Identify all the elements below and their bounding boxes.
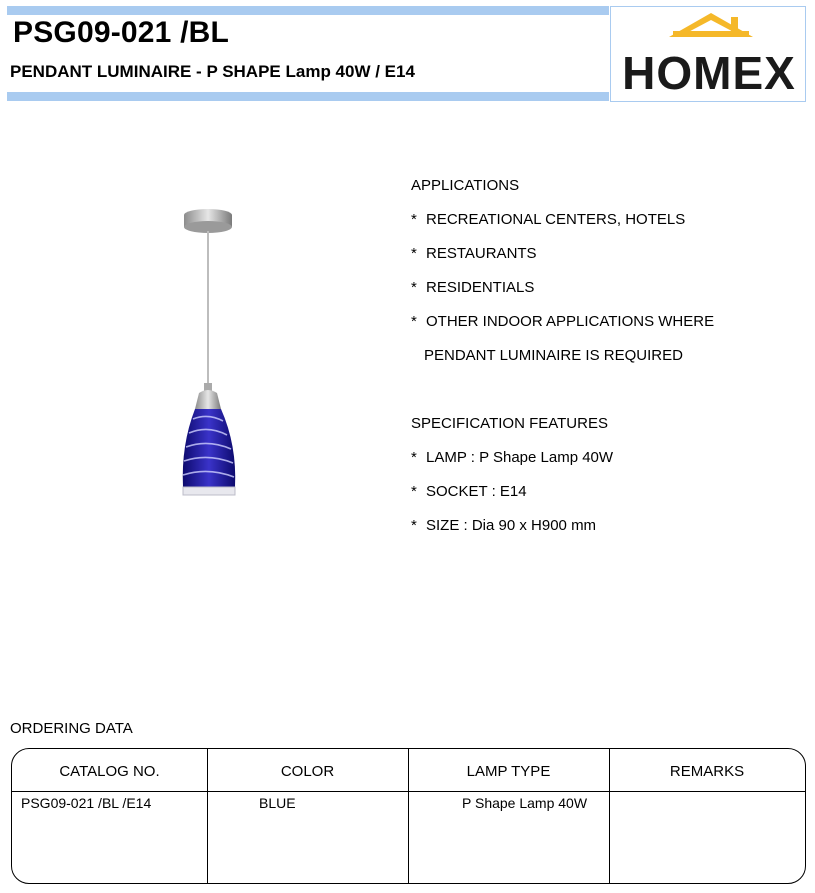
- application-item: [411, 279, 534, 296]
- application-item-label: RESTAURANTS: [426, 245, 537, 262]
- bullet-star: *: [411, 483, 417, 500]
- bullet-star: *: [411, 313, 417, 330]
- application-item-label: OTHER INDOOR APPLICATIONS WHERE: [426, 313, 715, 330]
- column-header-catalog: CATALOG NO.: [59, 763, 160, 780]
- spec-item-label: LAMP : P Shape Lamp 40W: [426, 449, 614, 466]
- logo-text: HOMEX: [622, 47, 796, 99]
- column-header-color: COLOR: [280, 763, 335, 780]
- pendant-lamp-icon: [175, 205, 245, 500]
- application-item-continuation: PENDANT LUMINAIRE IS REQUIRED: [424, 347, 683, 364]
- application-item-label: RESIDENTIALS: [426, 279, 535, 296]
- bullet-star: *: [411, 245, 417, 262]
- spec-item-label: SIZE : Dia 90 x H900 mm: [426, 517, 597, 534]
- brand-logo: [610, 6, 806, 102]
- application-item: [411, 211, 685, 228]
- product-image: [175, 205, 245, 505]
- cell-color: BLUE: [259, 795, 296, 811]
- bullet-star: *: [411, 279, 417, 296]
- application-item: [411, 245, 537, 262]
- spec-item-label: SOCKET : E14: [426, 483, 527, 500]
- bullet-star: *: [411, 517, 417, 534]
- product-code-title: PSG09-021 /BL: [13, 16, 230, 49]
- applications-heading: APPLICATIONS: [411, 177, 520, 194]
- cell-catalog-no: PSG09-021 /BL /E14: [21, 795, 152, 811]
- header-bottom-bar: [7, 92, 609, 101]
- bullet-star: *: [411, 449, 417, 466]
- column-header-remarks: REMARKS: [669, 763, 745, 780]
- application-item-label: RECREATIONAL CENTERS, HOTELS: [426, 211, 686, 228]
- homex-logo-icon: [611, 7, 807, 103]
- product-subtitle: PENDANT LUMINAIRE - P SHAPE Lamp 40W / E14: [10, 62, 415, 81]
- spec-item: [411, 483, 527, 500]
- bullet-star: *: [411, 211, 417, 228]
- spec-item: [411, 517, 596, 534]
- header-top-bar: [7, 6, 609, 15]
- ordering-table: [11, 748, 806, 884]
- header-divider: [12, 791, 805, 792]
- spec-item: [411, 449, 613, 466]
- column-header-lamp-type: LAMP TYPE: [466, 763, 551, 780]
- applications-section: [411, 177, 715, 364]
- specification-section: [411, 415, 614, 534]
- specification-heading: SPECIFICATION FEATURES: [411, 415, 608, 432]
- cell-lamp-type: P Shape Lamp 40W: [462, 795, 588, 811]
- application-item: [411, 313, 714, 330]
- ordering-data-title: ORDERING DATA: [10, 720, 133, 737]
